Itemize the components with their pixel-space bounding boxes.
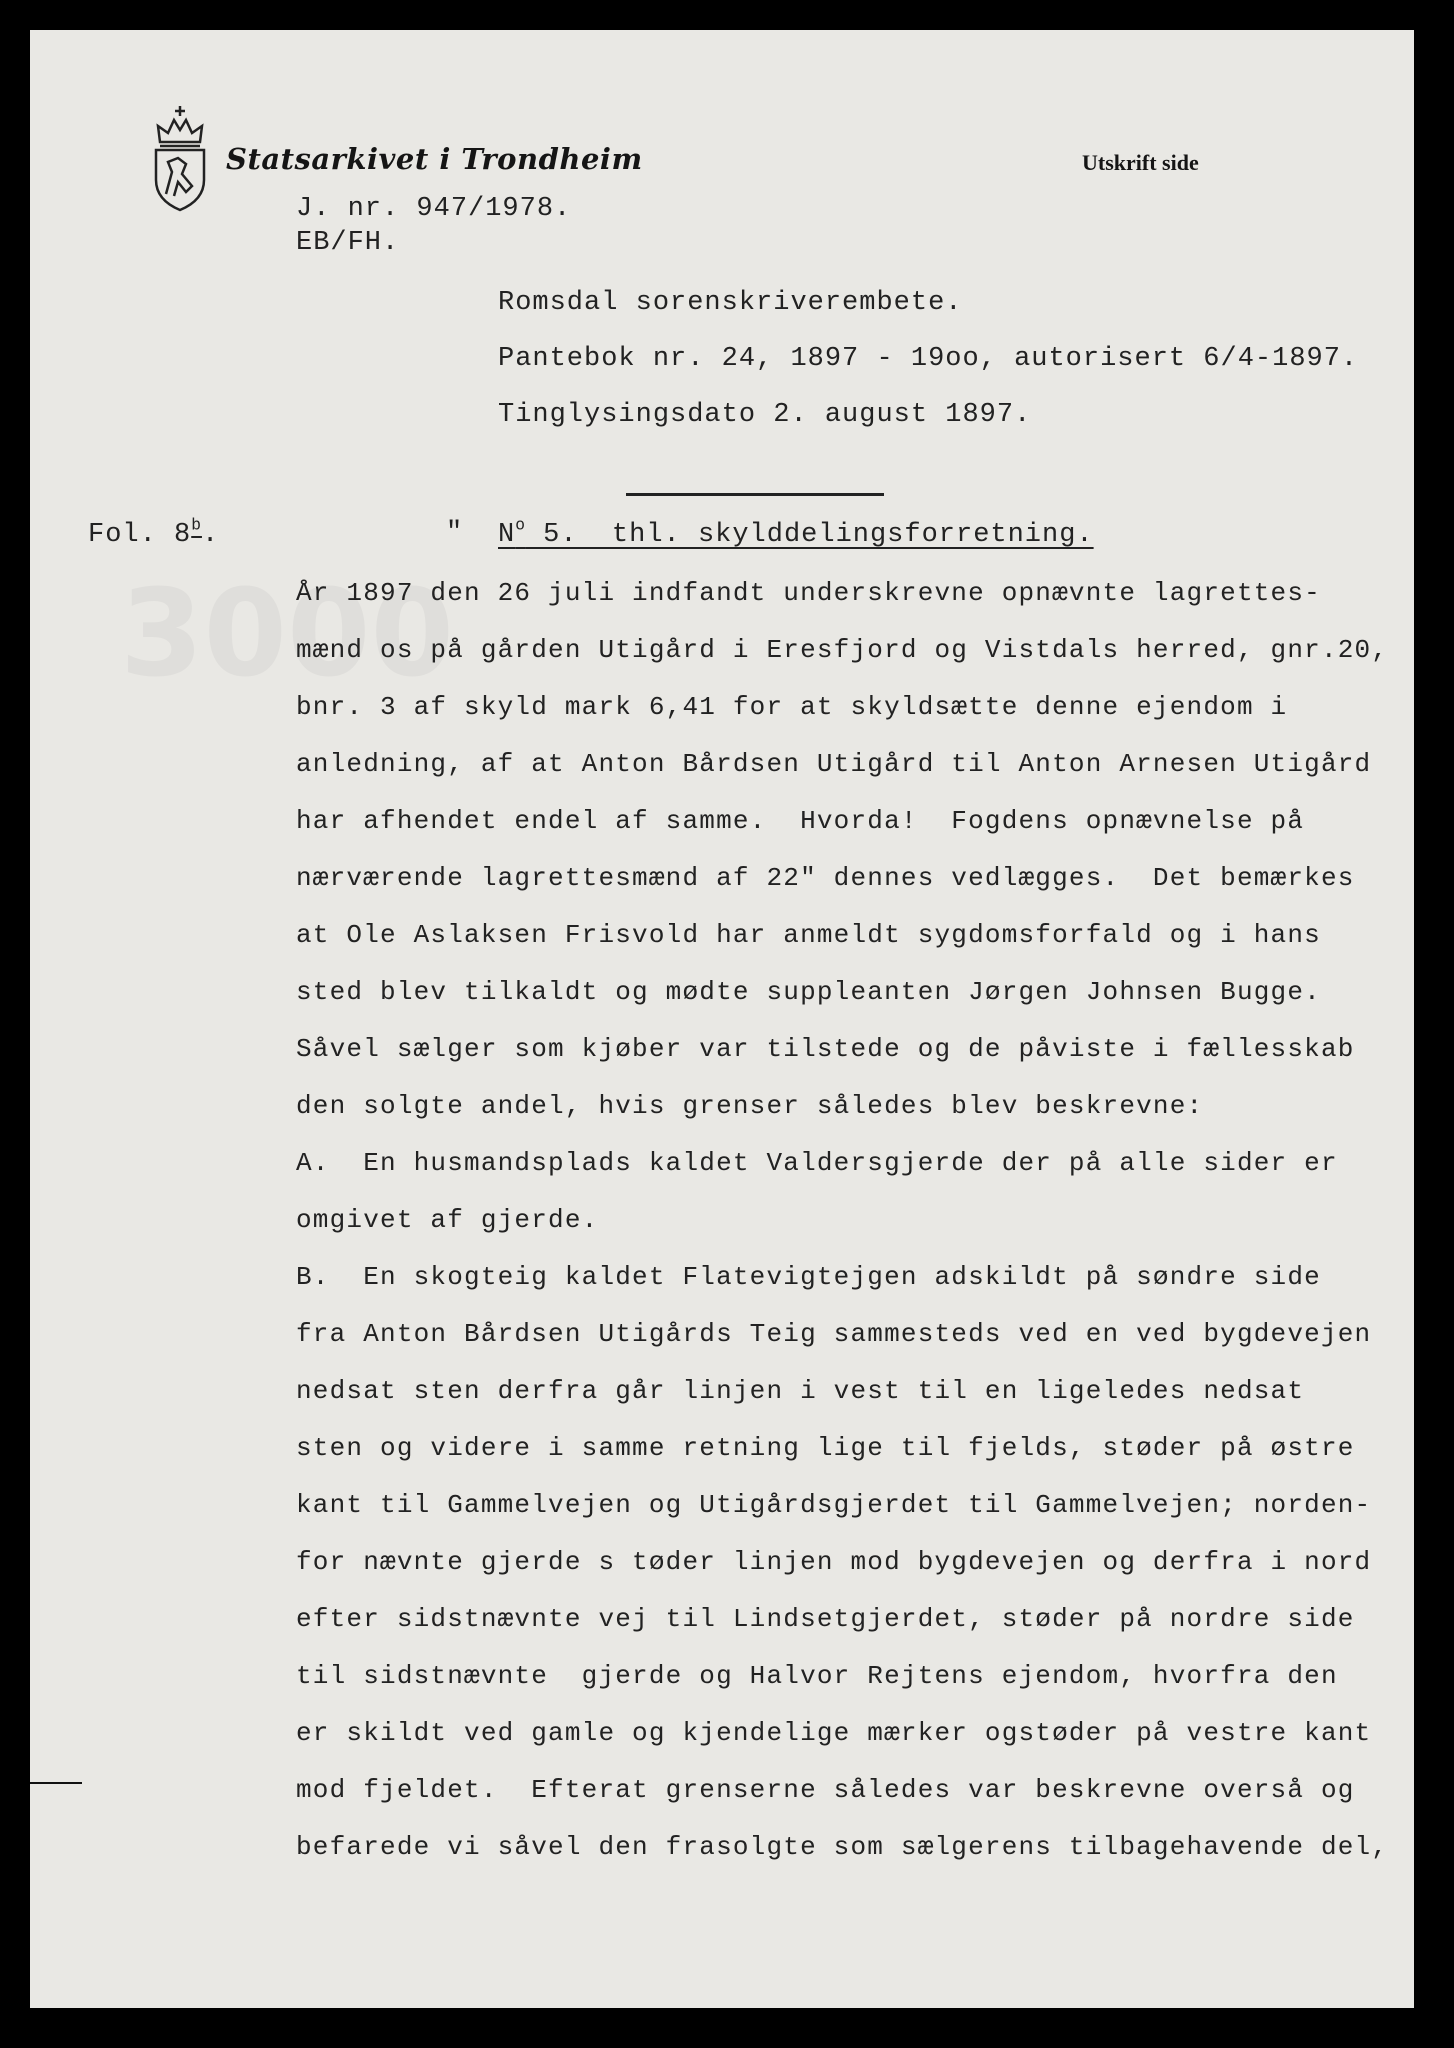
text-line: den solgte andel, hvis grenser således blev beskrevne: (296, 1091, 1204, 1121)
separator-line (626, 493, 884, 496)
office-name: Romsdal sorenskriverembete. (498, 288, 963, 318)
initials: EB/FH. (296, 228, 400, 258)
text-line: sten og videre i samme retning lige til fjelds, støder på østre (296, 1433, 1355, 1463)
utskrift-label: Utskrift side (1082, 150, 1199, 175)
text-line: er skildt ved gamle og kjendelige mærker ogstøder på vestre kant (296, 1718, 1372, 1748)
text-line: efter sidstnævnte vej til Lindsetgjerdet, støder på nordre side (296, 1604, 1355, 1634)
journal-number: J. nr. 947/1978. (296, 194, 572, 224)
text-line: til sidstnævnte gjerde og Halvor Rejtens ejendom, hvorfra den (296, 1661, 1338, 1691)
coat-of-arms-icon (148, 102, 212, 214)
text-line: anledning, af at Anton Bårdsen Utigård til Anton Arnesen Utigård (296, 749, 1372, 779)
text-line: sted blev tilkaldt og mødte suppleanten Jørgen Johnsen Bugge. (296, 977, 1321, 1007)
text-line: År 1897 den 26 juli indfandt underskrevne opnævnte lagrettes- (296, 578, 1321, 608)
text-line: nærværende lagrettesmænd af 22" dennes vedlægges. Det bemærkes (296, 863, 1355, 893)
margin-tick (30, 1782, 82, 1784)
text-line: B. En skogteig kaldet Flatevigtejgen adskildt på søndre side (296, 1262, 1321, 1292)
pantebok-info: Pantebok nr. 24, 1897 - 19oo, autorisert 6/4-1897. (498, 344, 1359, 374)
text-line: for nævnte gjerde s tøder linjen mod bygdevejen og derfra i nord (296, 1547, 1372, 1577)
text-line: mod fjeldet. Efterat grenserne således var beskrevne overså og (296, 1775, 1355, 1805)
text-line: fra Anton Bårdsen Utigårds Teig sammesteds ved en ved bygdevejen (296, 1319, 1372, 1349)
document-page (30, 30, 1414, 2008)
text-line: omgivet af gjerde. (296, 1205, 599, 1235)
archive-name: Statsarkivet i Trondheim (226, 142, 643, 176)
text-line: kant til Gammelvejen og Utigårdsgjerdet til Gammelvejen; norden- (296, 1490, 1372, 1520)
tinglysing-date: Tinglysingsdato 2. august 1897. (498, 400, 1032, 430)
text-line: nedsat sten derfra går linjen i vest til en ligeledes nedsat (296, 1376, 1305, 1406)
text-line: Såvel sælger som kjøber var tilstede og de påviste i fællesskab (296, 1034, 1355, 1064)
text-line: mænd os på gården Utigård i Eresfjord og Vistdals herred, gnr.20, (296, 635, 1389, 665)
entry-quote-mark: " (446, 518, 464, 548)
faint-stamp: 3000 (120, 565, 454, 704)
text-line: at Ole Aslaksen Frisvold har anmeldt sygdomsforfald og i hans (296, 920, 1321, 950)
text-line: har afhendet endel af samme. Hvorda! Fogdens opnævnelse på (296, 806, 1305, 836)
entry-heading: $N^o$ 5. thl. skylddelingsforretning. (498, 516, 1094, 550)
text-line: bnr. 3 af skyld mark 6,41 for at skyldsætte denne ejendom i (296, 692, 1288, 722)
folio-reference: Fol. 8$^b$. (88, 516, 220, 550)
text-line: befarede vi såvel den frasolgte som sælgerens tilbagehavende del, (296, 1832, 1389, 1862)
text-line: A. En husmandsplads kaldet Valdersgjerde der på alle sider er (296, 1148, 1338, 1178)
